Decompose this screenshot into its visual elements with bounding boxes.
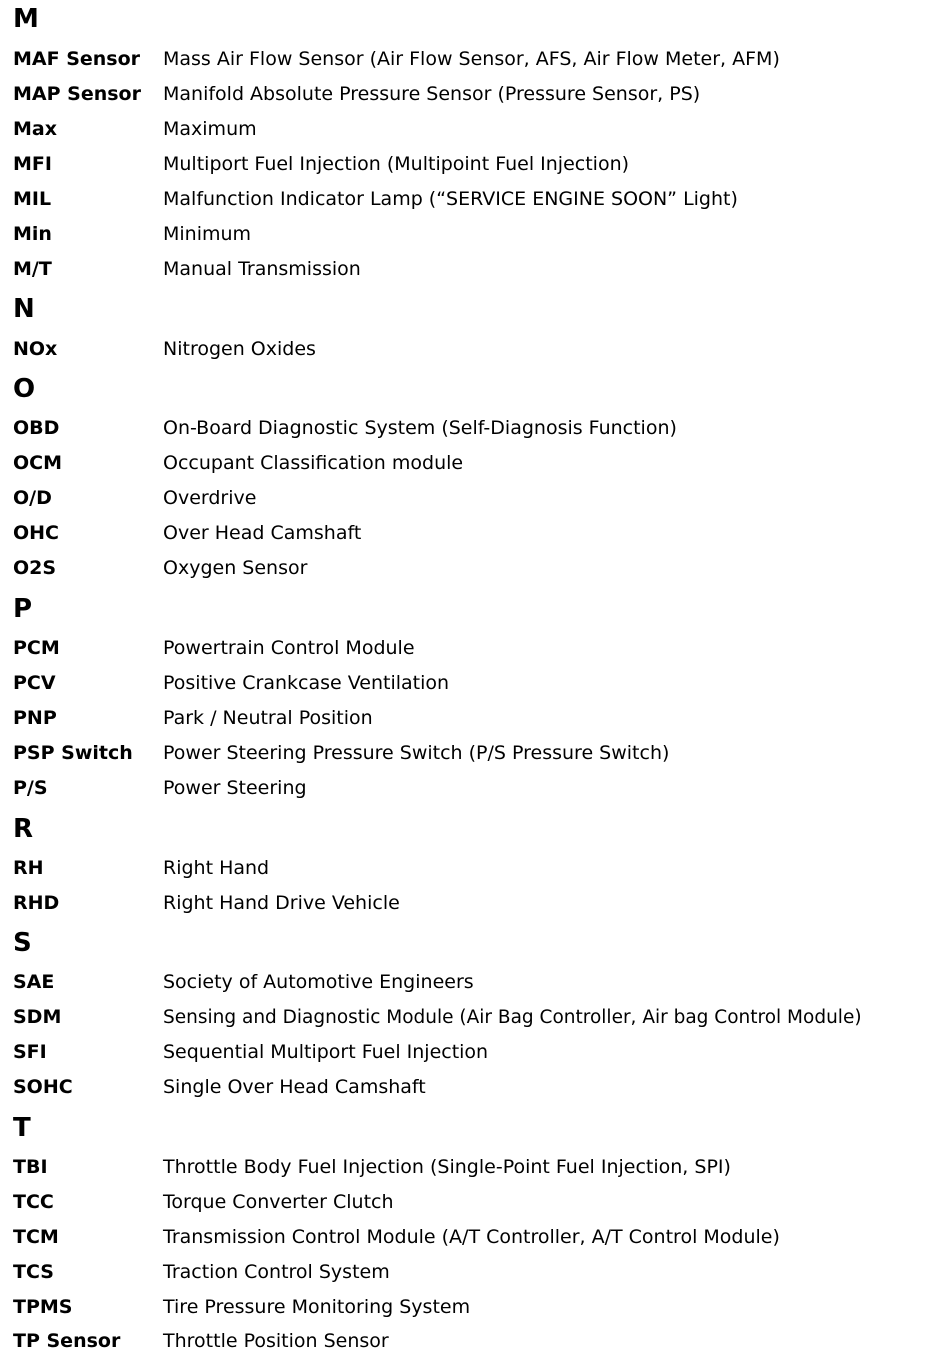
abbreviation: TPMS: [13, 1296, 73, 1318]
abbreviation: OCM: [13, 452, 63, 474]
definition: Sequential Multiport Fuel Injection: [163, 1041, 489, 1063]
definition: Power Steering Pressure Switch (P/S Pressure Switch): [163, 742, 670, 764]
definition: Multiport Fuel Injection (Multipoint Fuel Injection): [163, 153, 630, 175]
definition: Mass Air Flow Sensor (Air Flow Sensor, AFS, Air Flow Meter, AFM): [163, 48, 780, 70]
abbreviation: NOx: [13, 338, 58, 360]
section-letter-r: R: [13, 814, 34, 844]
definition: Transmission Control Module (A/T Controller, A/T Control Module): [163, 1226, 780, 1248]
definition: Nitrogen Oxides: [163, 338, 316, 360]
definition: Positive Crankcase Ventilation: [163, 672, 450, 694]
abbreviation: Min: [13, 223, 52, 245]
definition: Right Hand Drive Vehicle: [163, 892, 400, 914]
abbreviation: P/S: [13, 777, 48, 799]
section-letter-m: M: [13, 4, 39, 34]
abbreviation: M/T: [13, 258, 52, 280]
abbreviation: MAP Sensor: [13, 83, 141, 105]
abbreviation: O/D: [13, 487, 52, 509]
section-letter-t: T: [13, 1113, 31, 1143]
section-letter-o: O: [13, 374, 36, 404]
abbreviation: SAE: [13, 971, 55, 993]
abbreviation: TCC: [13, 1191, 54, 1213]
abbreviation: TP Sensor: [13, 1330, 121, 1352]
definition: Power Steering: [163, 777, 307, 799]
definition: Tire Pressure Monitoring System: [163, 1296, 471, 1318]
abbreviation: OBD: [13, 417, 60, 439]
abbreviation: TBI: [13, 1156, 48, 1178]
abbreviation: TCS: [13, 1261, 54, 1283]
definition: On-Board Diagnostic System (Self-Diagnosis Function): [163, 417, 677, 439]
definition: Occupant Classification module: [163, 452, 464, 474]
definition: Throttle Position Sensor: [163, 1330, 389, 1352]
abbreviation: O2S: [13, 557, 57, 579]
abbreviation: MFI: [13, 153, 52, 175]
definition: Manual Transmission: [163, 258, 361, 280]
definition: Over Head Camshaft: [163, 522, 362, 544]
abbreviation: MAF Sensor: [13, 48, 141, 70]
definition: Right Hand: [163, 857, 270, 879]
abbreviation: SOHC: [13, 1076, 73, 1098]
definition: Traction Control System: [163, 1261, 390, 1283]
abbreviation: MIL: [13, 188, 52, 210]
abbreviation: PNP: [13, 707, 57, 729]
abbreviation: SDM: [13, 1006, 62, 1028]
abbreviation: PCV: [13, 672, 56, 694]
definition: Society of Automotive Engineers: [163, 971, 474, 993]
definition: Manifold Absolute Pressure Sensor (Pressure Sensor, PS): [163, 83, 701, 105]
section-letter-s: S: [13, 928, 32, 958]
abbreviation: SFI: [13, 1041, 47, 1063]
definition: Oxygen Sensor: [163, 557, 308, 579]
definition: Sensing and Diagnostic Module (Air Bag Controller, Air bag Control Module): [163, 1007, 862, 1028]
abbreviation: RH: [13, 857, 44, 879]
definition: Throttle Body Fuel Injection (Single-Point Fuel Injection, SPI): [163, 1156, 731, 1178]
section-letter-p: P: [13, 594, 33, 624]
definition: Torque Converter Clutch: [163, 1191, 394, 1213]
definition: Single Over Head Camshaft: [163, 1076, 426, 1098]
definition: Park / Neutral Position: [163, 707, 373, 729]
section-letter-n: N: [13, 294, 35, 324]
definition: Powertrain Control Module: [163, 637, 415, 659]
definition: Overdrive: [163, 487, 257, 509]
definition: Minimum: [163, 223, 252, 245]
abbreviation: PSP Switch: [13, 742, 133, 764]
abbreviation: PCM: [13, 637, 60, 659]
definition: Malfunction Indicator Lamp (“SERVICE ENGINE SOON” Light): [163, 188, 738, 210]
abbreviation: RHD: [13, 892, 60, 914]
definition: Maximum: [163, 118, 257, 140]
abbreviation: OHC: [13, 522, 59, 544]
abbreviation: Max: [13, 118, 57, 140]
abbreviation: TCM: [13, 1226, 59, 1248]
